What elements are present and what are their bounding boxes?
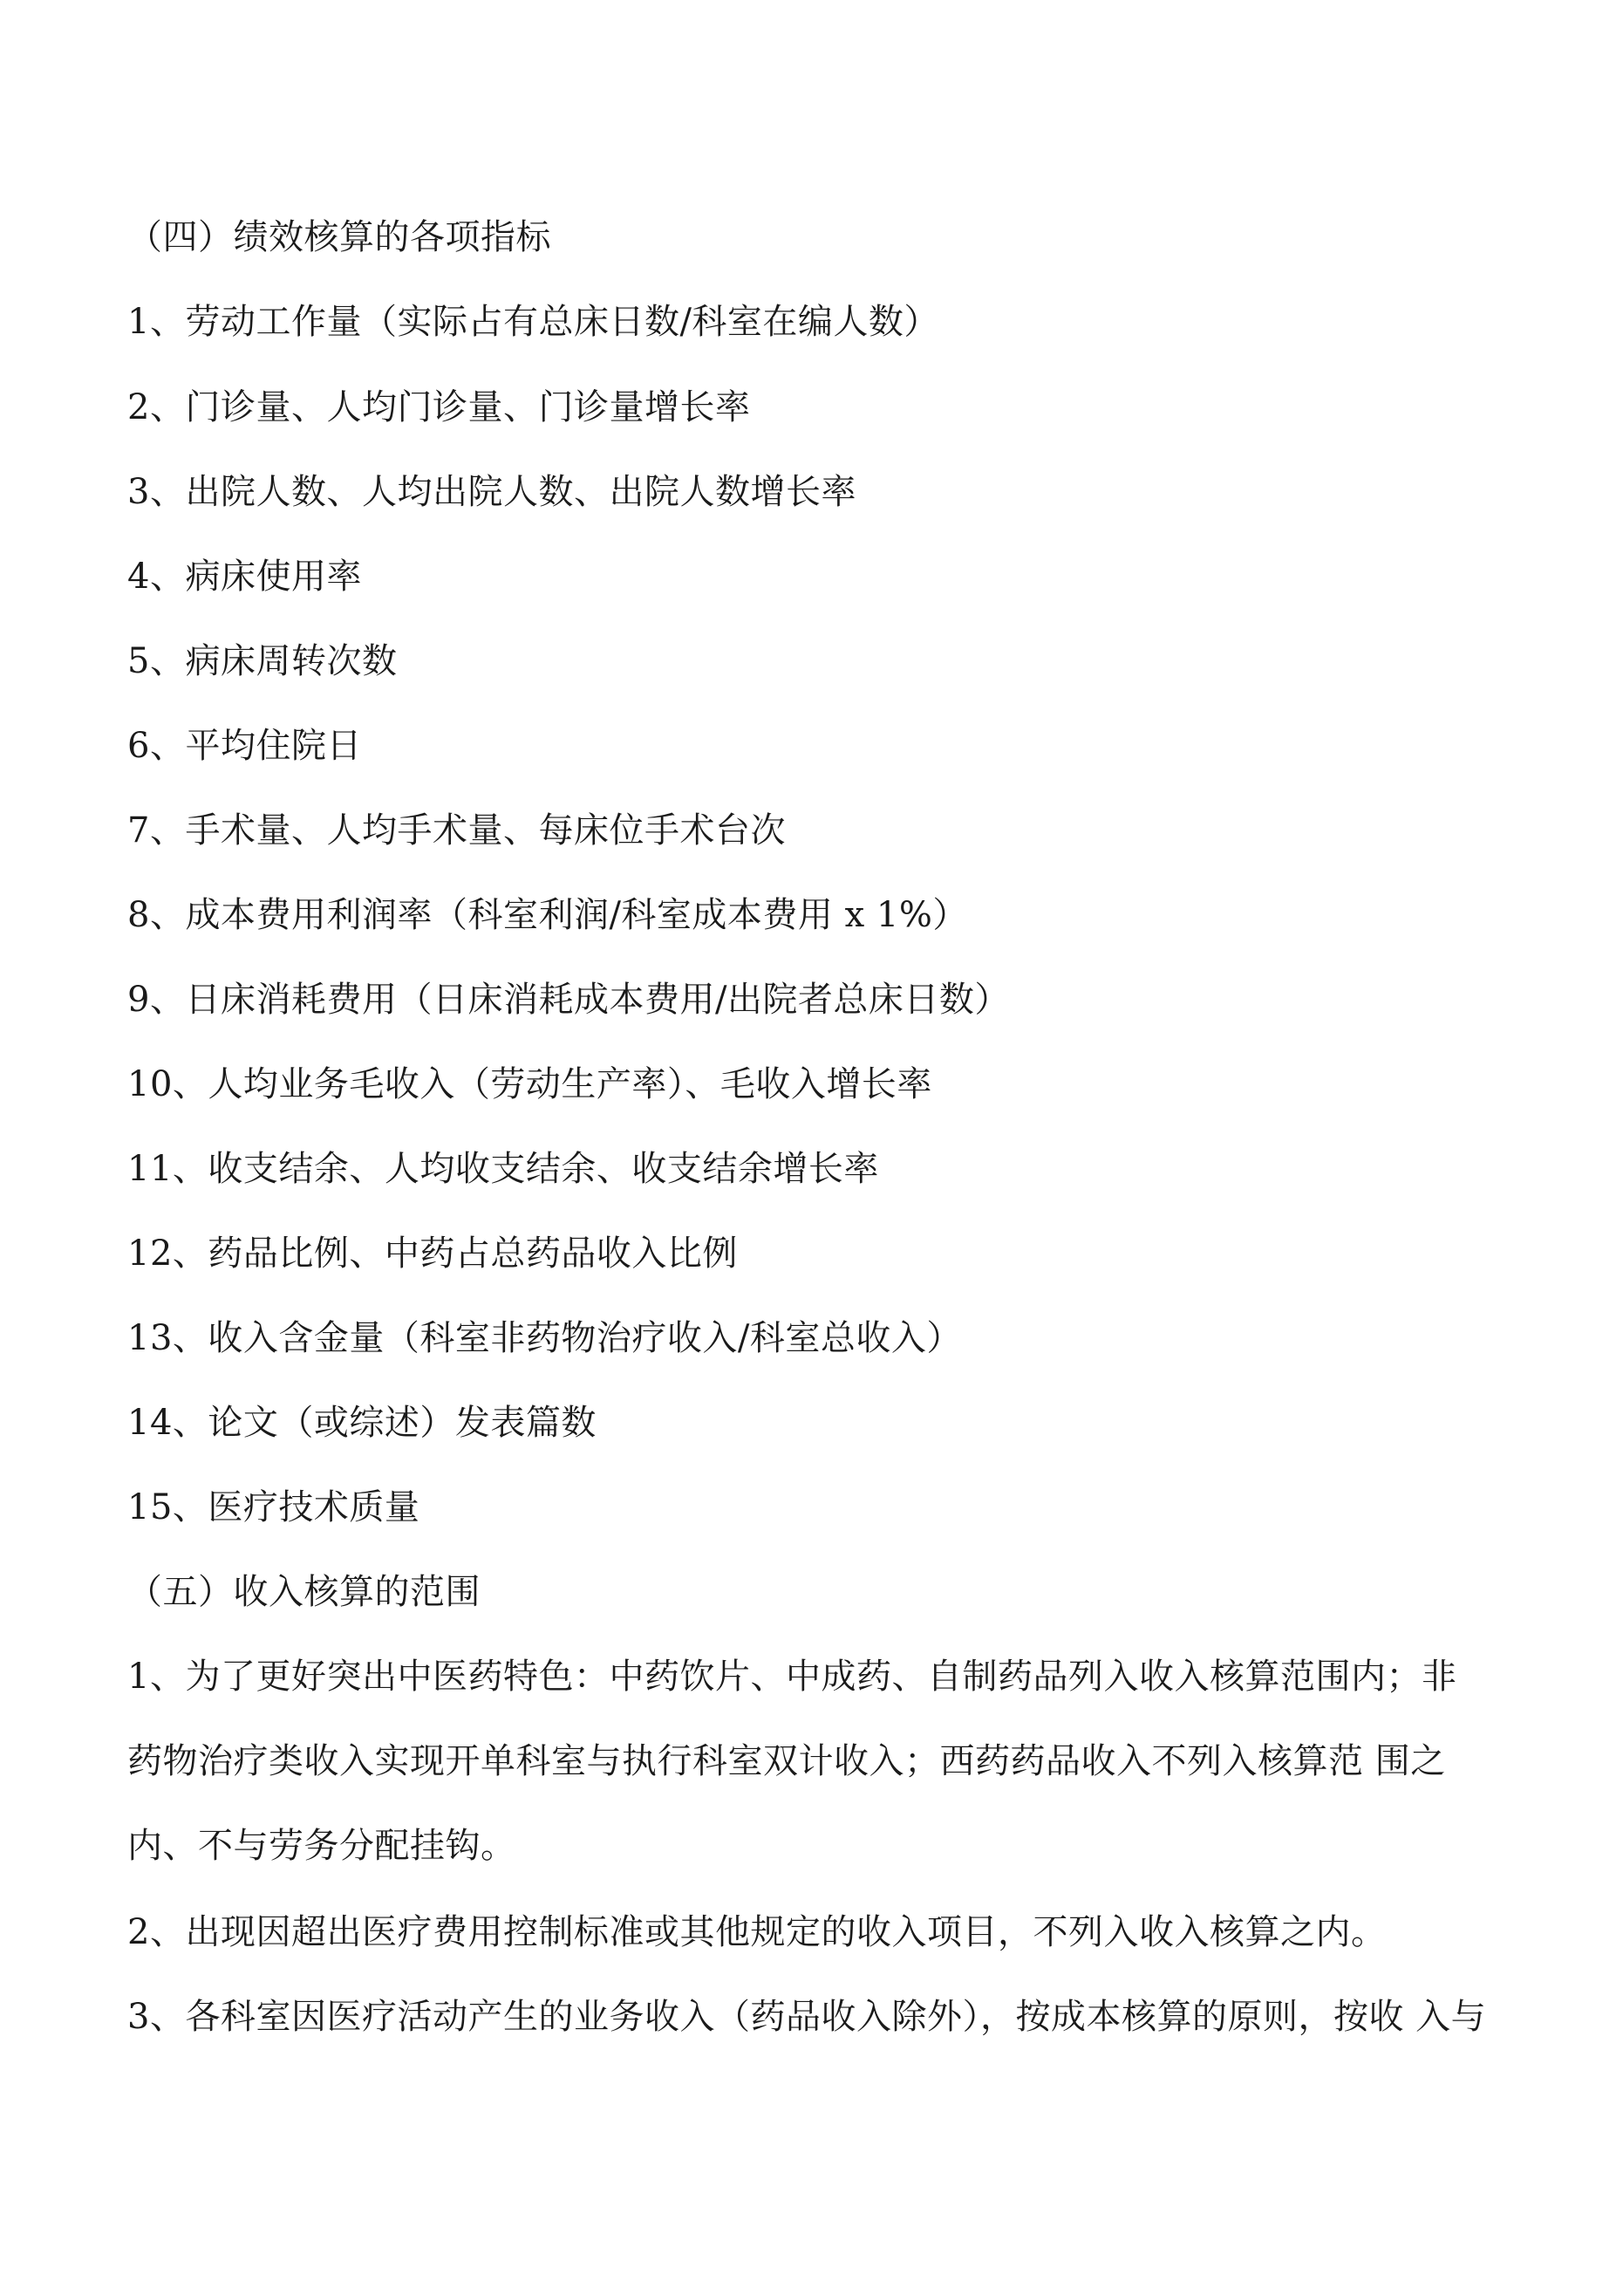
indicator-item-14: 14、论文（或综述）发表篇数 [127,1403,597,1443]
scope-paragraph-2: 2、出现因超出医疗费用控制标准或其他规定的收入项目，不列入收入核算之内。 [127,1912,1387,1952]
indicator-item-7: 7、手术量、人均手术量、每床位手术台次 [127,810,786,851]
scope-paragraph-1-line-1: 1、为了更好突出中医药特色：中药饮片、中成药、自制药品列入收入核算范围内；非 [127,1657,1457,1697]
indicator-item-5: 5、病床周转次数 [127,641,398,681]
indicator-item-11: 11、收支结余、人均收支结余、收支结余增长率 [127,1149,879,1189]
scope-paragraph-3: 3、各科室因医疗活动产生的业务收入（药品收入除外），按成本核算的原则，按收 入与 [127,1997,1487,2037]
indicator-item-9: 9、日床消耗费用（日床消耗成本费用/出院者总床日数） [127,980,1010,1020]
scope-paragraph-1-line-2: 药物治疗类收入实现开单科室与执行科室双计收入；西药药品收入不列入核算范 围之 [127,1741,1446,1781]
indicator-item-12: 12、药品比例、中药占总药品收入比例 [127,1233,738,1274]
scope-paragraph-1-line-3: 内、不与劳务分配挂钩。 [127,1826,516,1866]
indicator-item-1: 1、劳动工作量（实际占有总床日数/科室在编人数） [127,302,939,342]
indicator-item-2: 2、门诊量、人均门诊量、门诊量增长率 [127,387,751,427]
indicator-item-13: 13、收入含金量（科室非药物治疗收入/科室总收入） [127,1318,962,1358]
indicator-item-15: 15、医疗技术质量 [127,1487,420,1527]
indicator-item-8: 8、成本费用利润率（科室利润/科室成本费用 x 1%） [127,895,968,935]
section-4-heading: （四）绩效核算的各项指标 [127,217,551,257]
indicator-item-6: 6、平均住院日 [127,726,362,766]
indicator-item-3: 3、出院人数、人均出院人数、出院人数增长率 [127,472,856,512]
indicator-item-4: 4、病床使用率 [127,557,362,597]
indicator-item-10: 10、人均业务毛收入（劳动生产率）、毛收入增长率 [127,1064,932,1104]
section-5-heading: （五）收入核算的范围 [127,1572,481,1612]
